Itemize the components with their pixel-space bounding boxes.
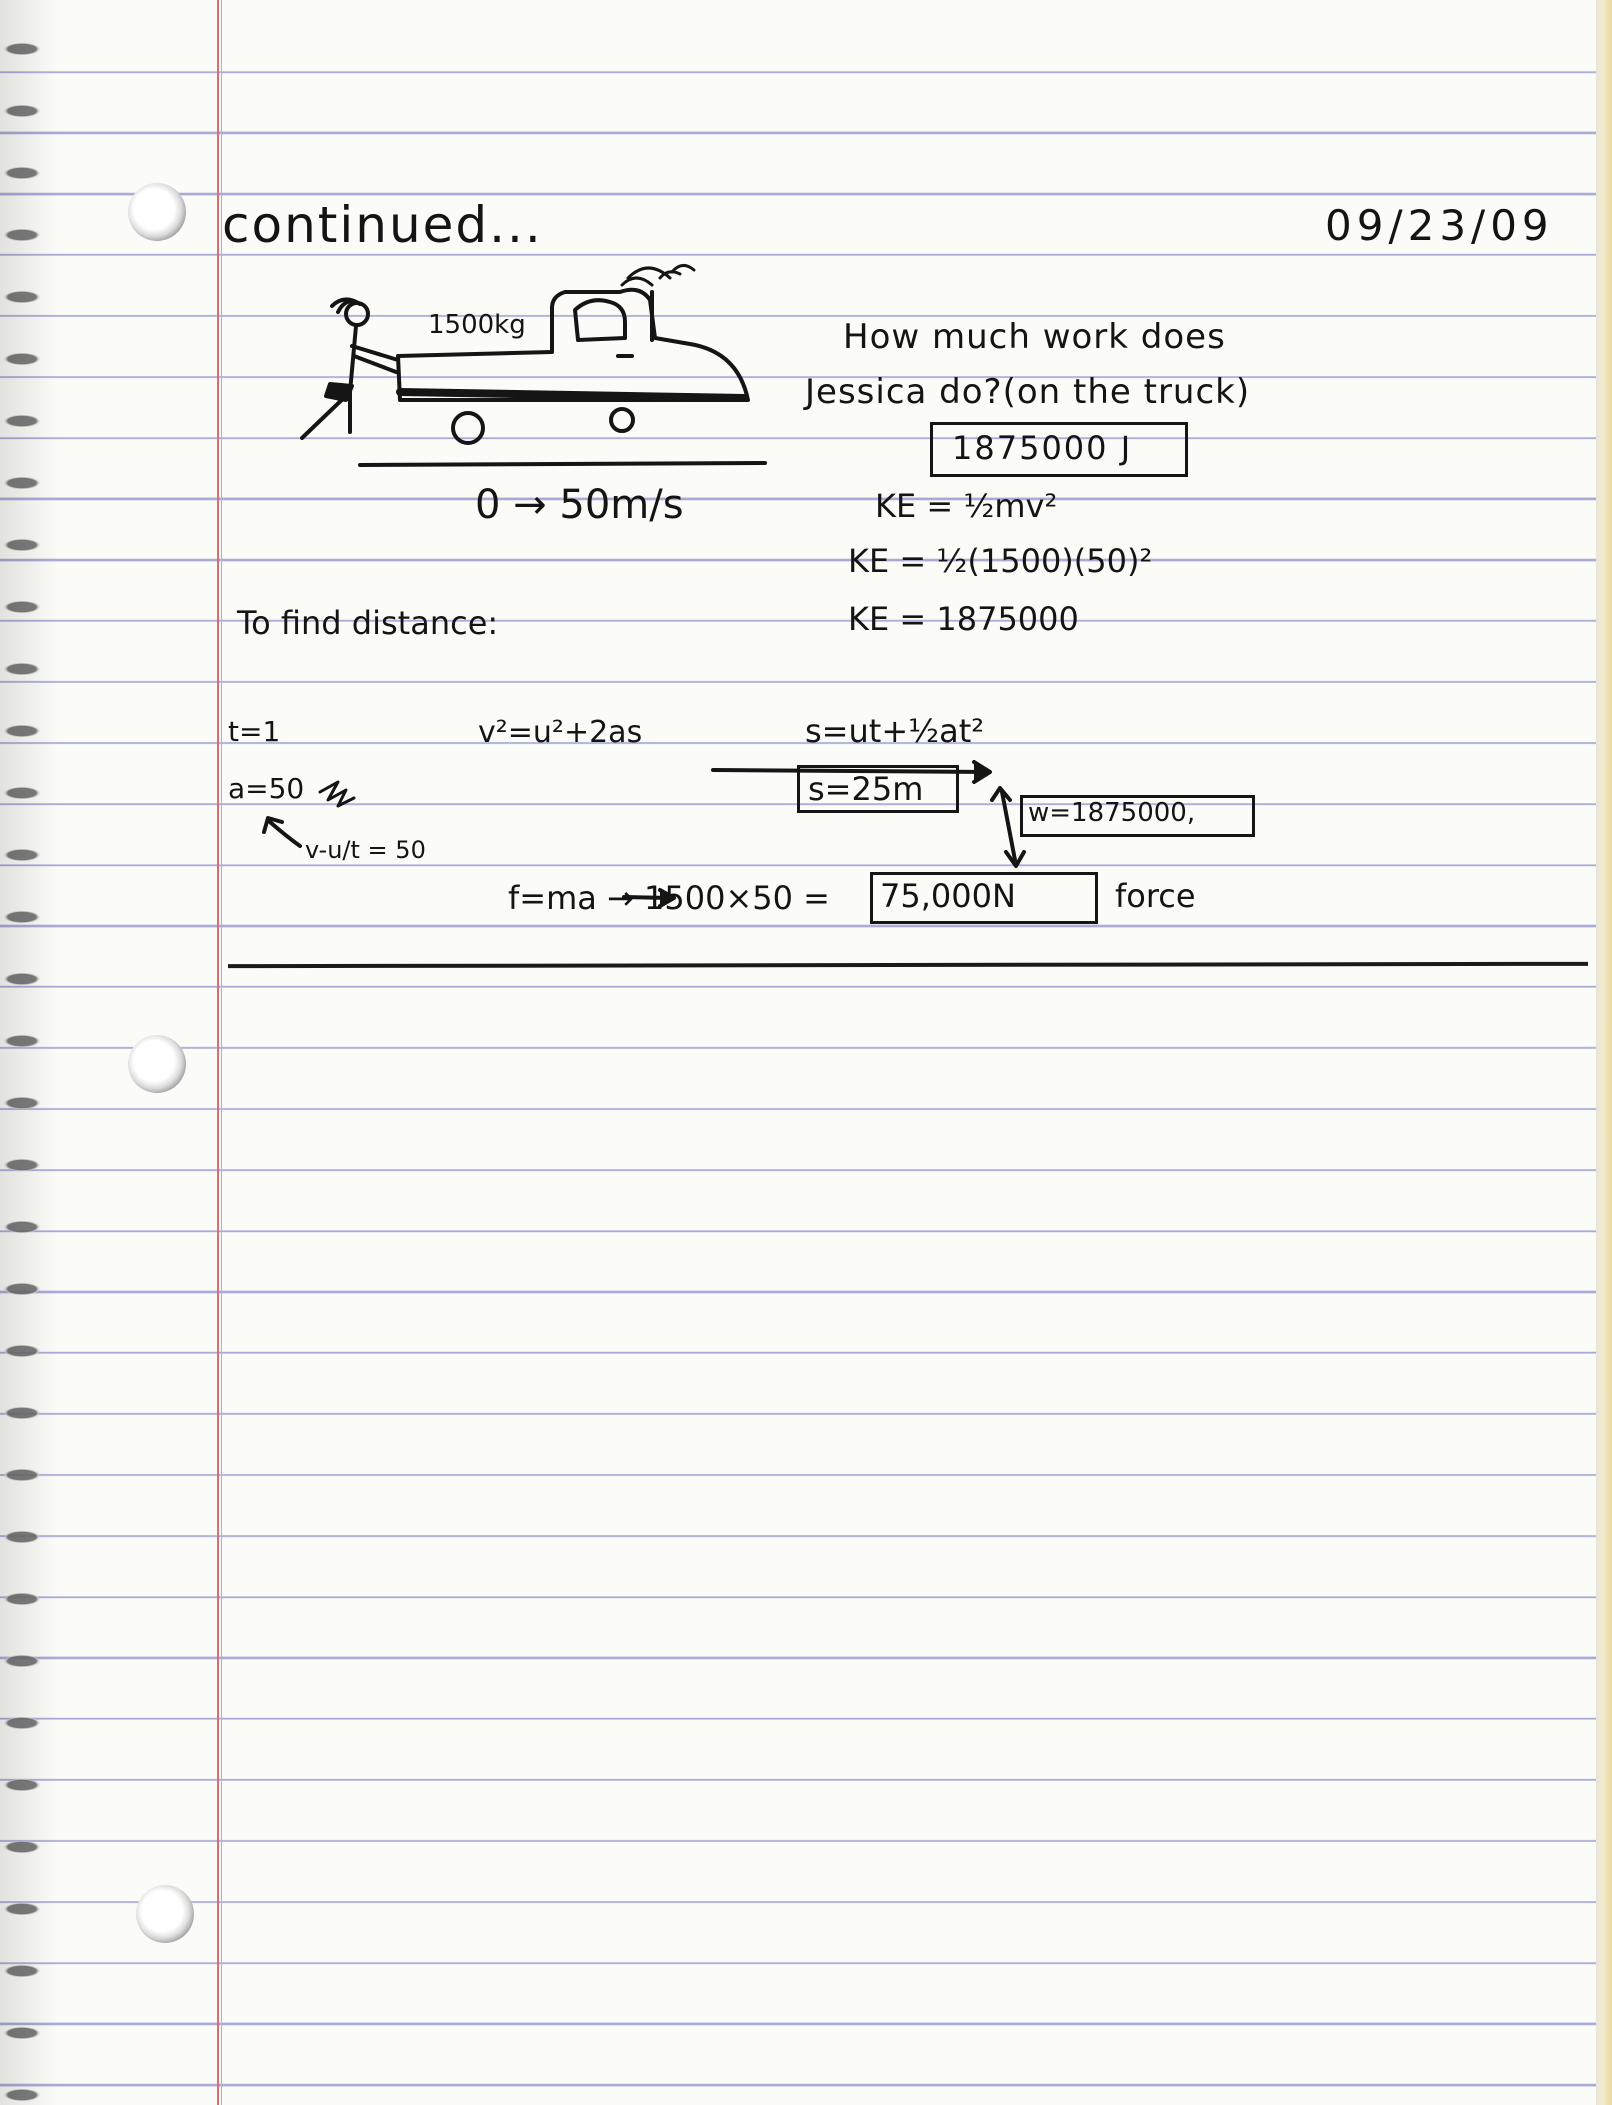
scribble bbox=[320, 782, 354, 806]
a-derivation: v-u/t = 50 bbox=[305, 836, 426, 864]
ground-line bbox=[360, 463, 765, 465]
arrow-4 bbox=[270, 822, 300, 846]
question-line-1: How much work does bbox=[843, 317, 1226, 357]
antenna-signal bbox=[622, 265, 694, 285]
arrow-1-head bbox=[974, 762, 990, 782]
work-result: w=1875000, bbox=[1028, 798, 1196, 828]
page-date: 09/23/09 bbox=[1325, 201, 1554, 250]
distance-equation: s=ut+½at² bbox=[805, 712, 985, 750]
t-value: t=1 bbox=[228, 715, 281, 748]
truck-window bbox=[575, 300, 625, 340]
force-label: force bbox=[1115, 877, 1196, 915]
ke-formula: KE = ½mv² bbox=[875, 487, 1058, 525]
question-line-2: Jessica do?(on the truck) bbox=[805, 372, 1251, 412]
truck-bumper bbox=[400, 392, 745, 398]
kinematic-equation: v²=u²+2as bbox=[478, 715, 643, 750]
velocity-label: 0 → 50m/s bbox=[475, 482, 684, 528]
mass-label: 1500kg bbox=[428, 310, 526, 340]
distance-result: s=25m bbox=[808, 770, 924, 808]
ke-result: KE = 1875000 bbox=[848, 600, 1079, 638]
figure-skirt bbox=[326, 384, 352, 400]
force-result: 75,000N bbox=[880, 877, 1016, 915]
rear-wheel bbox=[453, 413, 483, 443]
a-value: a=50 bbox=[228, 772, 305, 805]
truck-body bbox=[398, 290, 748, 400]
figure-body bbox=[350, 326, 356, 392]
answer-value: 1875000 J bbox=[952, 429, 1133, 467]
front-wheel bbox=[611, 409, 633, 431]
ke-substitution: KE = ½(1500)(50)² bbox=[848, 542, 1153, 580]
distance-heading: To find distance: bbox=[237, 604, 499, 642]
arrow-3 bbox=[1002, 792, 1015, 860]
figure-head bbox=[346, 303, 368, 325]
force-equation: f=ma → 1500×50 = bbox=[508, 879, 830, 917]
page-heading: continued... bbox=[222, 196, 543, 254]
